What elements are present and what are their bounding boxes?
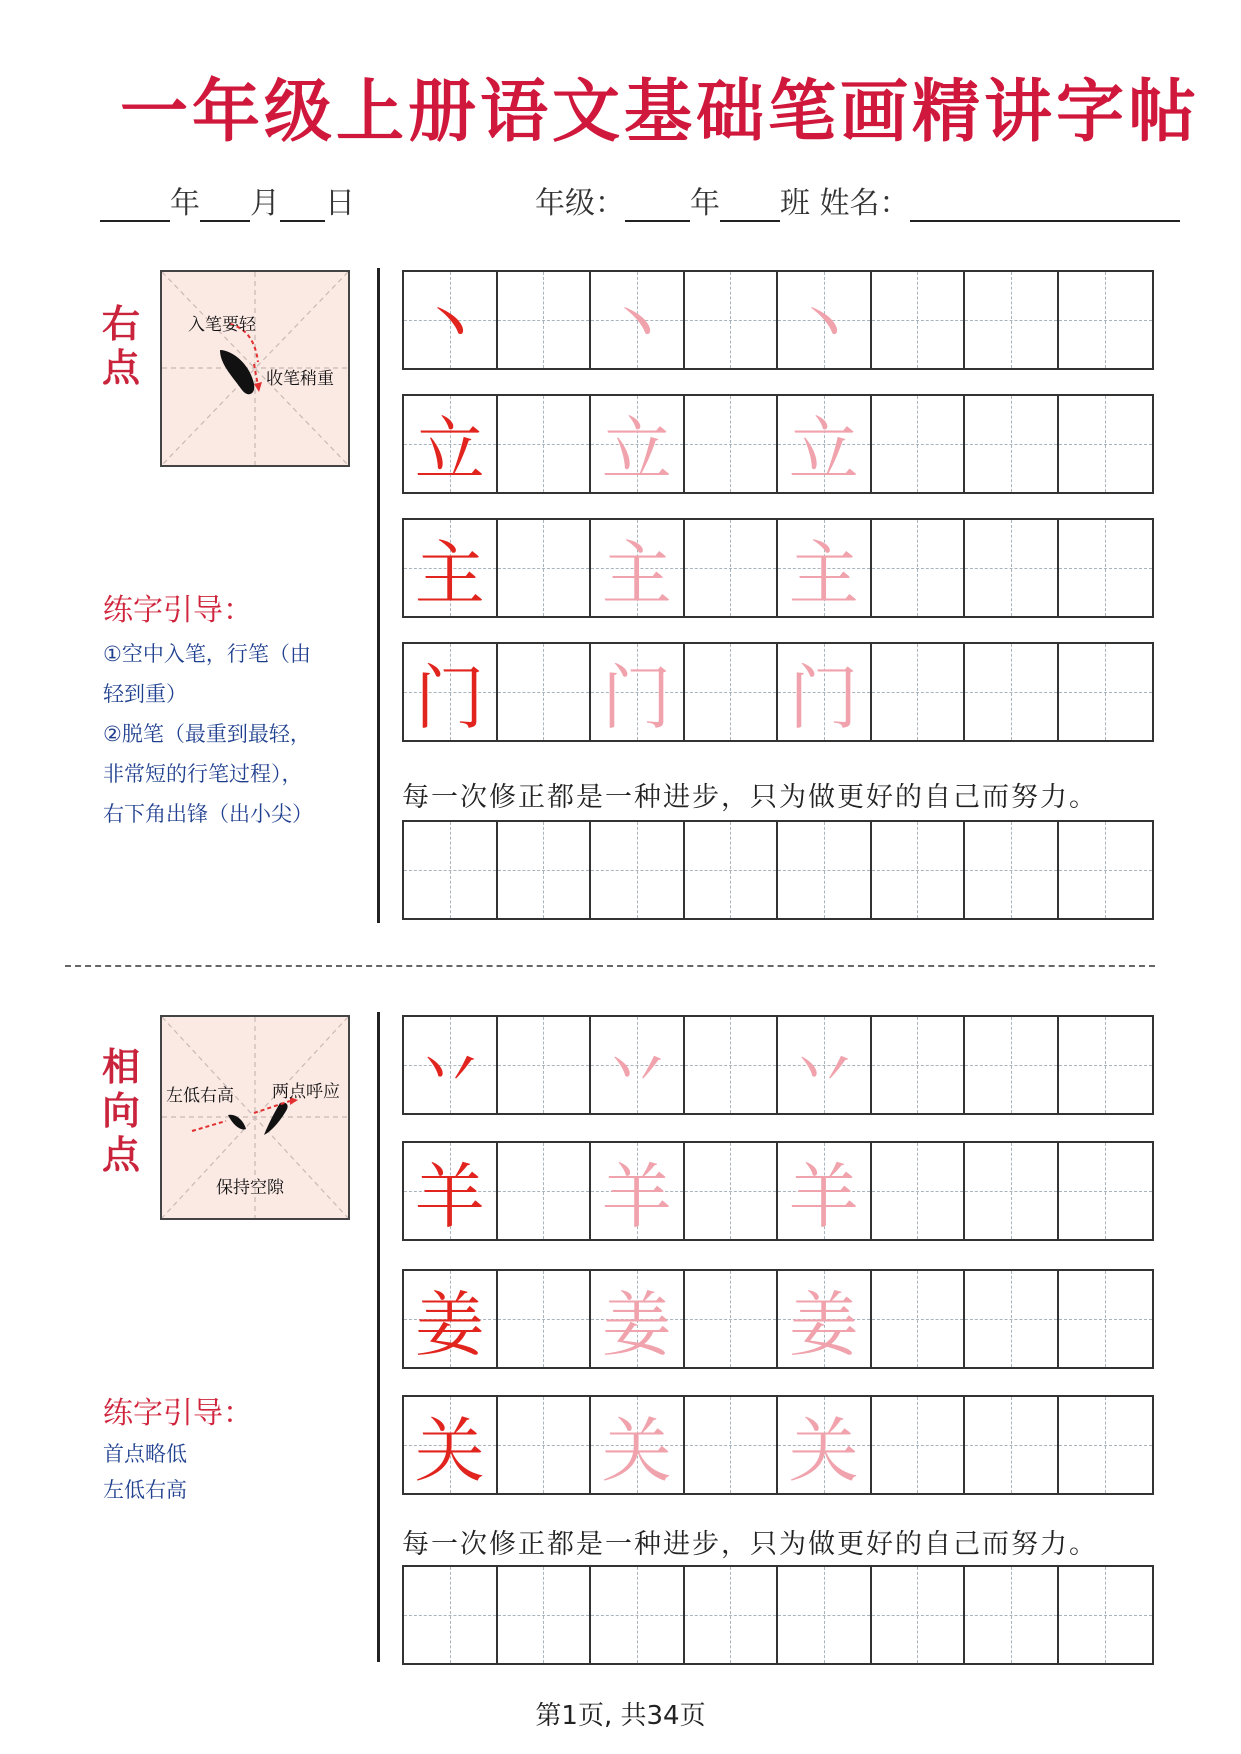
page-number: 第1页, 共34页 <box>535 1701 706 1731</box>
trace-character: 主 <box>788 532 859 615</box>
guide-line: 左低右高 <box>103 1478 187 1502</box>
section-separator <box>65 965 1155 967</box>
practice-cell[interactable] <box>872 1271 966 1367</box>
practice-cell[interactable] <box>498 1143 592 1239</box>
practice-cell[interactable] <box>1059 1271 1153 1367</box>
section-divider-line <box>377 1012 380 1662</box>
practice-cell[interactable] <box>778 822 872 918</box>
practice-cell[interactable] <box>404 1271 498 1367</box>
practice-row <box>402 1269 1154 1369</box>
trace-character: 羊 <box>601 1155 672 1238</box>
guide-line: 非常短的行笔过程）， <box>103 762 303 786</box>
stroke-demo-box <box>160 270 350 467</box>
practice-cell[interactable] <box>591 1397 685 1493</box>
practice-row <box>402 270 1154 370</box>
model-character: 门 <box>414 656 485 739</box>
practice-cell[interactable] <box>965 822 1059 918</box>
demo-note: 收笔稍重 <box>266 369 334 389</box>
name-label: 姓名： <box>819 186 910 221</box>
trace-character: 姜 <box>601 1283 672 1366</box>
trace-character: 关 <box>788 1409 859 1492</box>
practice-cell[interactable] <box>591 520 685 616</box>
practice-cell[interactable] <box>778 520 872 616</box>
practice-cell[interactable] <box>498 644 592 740</box>
practice-cell[interactable] <box>965 272 1059 368</box>
practice-cell[interactable] <box>685 644 779 740</box>
practice-cell[interactable] <box>591 1567 685 1663</box>
practice-cell[interactable] <box>1059 822 1153 918</box>
demo-note: 保持空隙 <box>216 1178 284 1198</box>
practice-cell[interactable] <box>1059 272 1153 368</box>
practice-cell[interactable] <box>685 1017 779 1113</box>
page-title: 一年级上册语文基础笔画精讲字帖 <box>120 73 1201 152</box>
stroke-name: 右点 <box>101 302 140 390</box>
practice-cell[interactable] <box>1059 644 1153 740</box>
practice-cell[interactable] <box>498 1567 592 1663</box>
model-character: 姜 <box>414 1283 485 1366</box>
practice-cell[interactable] <box>965 1567 1059 1663</box>
month-blank[interactable] <box>200 190 250 222</box>
practice-cell[interactable] <box>778 1143 872 1239</box>
practice-cell[interactable] <box>1059 1567 1153 1663</box>
practice-cell[interactable] <box>591 396 685 492</box>
year-label: 年 <box>170 186 200 221</box>
guide-title: 练字引导： <box>103 593 253 628</box>
day-label: 日 <box>325 186 355 221</box>
practice-cell[interactable] <box>872 520 966 616</box>
practice-row <box>402 1141 1154 1241</box>
practice-cell[interactable] <box>685 1397 779 1493</box>
section-divider-line <box>377 268 380 923</box>
practice-cell[interactable] <box>498 1017 592 1113</box>
day-blank[interactable] <box>280 190 325 222</box>
practice-cell[interactable] <box>404 520 498 616</box>
practice-cell[interactable] <box>872 1143 966 1239</box>
practice-cell[interactable] <box>778 272 872 368</box>
practice-cell[interactable] <box>404 272 498 368</box>
grade-label: 年级： <box>535 186 625 221</box>
stroke-demo-box <box>160 1015 350 1220</box>
demo-note: 入笔要轻 <box>188 315 256 335</box>
guide-line: ②脱笔（最重到最轻， <box>103 722 311 746</box>
practice-cell[interactable] <box>498 396 592 492</box>
trace-character: 丷 <box>788 1029 859 1112</box>
practice-cell[interactable] <box>404 1397 498 1493</box>
practice-cell[interactable] <box>778 1397 872 1493</box>
practice-cell[interactable] <box>872 822 966 918</box>
practice-cell[interactable] <box>872 1397 966 1493</box>
trace-character: 门 <box>601 656 672 739</box>
practice-cell[interactable] <box>404 1143 498 1239</box>
year-blank[interactable] <box>100 190 170 222</box>
practice-cell[interactable] <box>778 1567 872 1663</box>
model-character: 关 <box>414 1409 485 1492</box>
free-practice-row <box>402 1565 1154 1665</box>
grade-blank[interactable] <box>625 190 690 222</box>
month-label: 月 <box>250 186 280 221</box>
practice-cell[interactable] <box>404 1567 498 1663</box>
practice-cell[interactable] <box>498 1271 592 1367</box>
practice-cell[interactable] <box>1059 396 1153 492</box>
practice-cell[interactable] <box>685 1567 779 1663</box>
practice-cell[interactable] <box>498 520 592 616</box>
practice-cell[interactable] <box>685 822 779 918</box>
practice-cell[interactable] <box>685 396 779 492</box>
practice-cell[interactable] <box>685 1143 779 1239</box>
class-name-field <box>535 178 1180 222</box>
practice-cell[interactable] <box>872 1017 966 1113</box>
trace-character: 门 <box>788 656 859 739</box>
guide-title: 练字引导： <box>103 1396 253 1431</box>
practice-row <box>402 1395 1154 1495</box>
trace-character: 羊 <box>788 1155 859 1238</box>
practice-row <box>402 394 1154 494</box>
practice-cell[interactable] <box>1059 520 1153 616</box>
practice-cell[interactable] <box>872 1567 966 1663</box>
practice-cell[interactable] <box>778 1271 872 1367</box>
trace-character: 关 <box>601 1409 672 1492</box>
stroke-name: 相向点 <box>101 1045 140 1177</box>
practice-cell[interactable] <box>1059 1017 1153 1113</box>
practice-cell[interactable] <box>685 520 779 616</box>
practice-cell[interactable] <box>965 1143 1059 1239</box>
class-blank[interactable] <box>720 190 780 222</box>
practice-cell[interactable] <box>591 822 685 918</box>
motto-text: 每一次修正都是一种进步，只为做更好的自己而努力。 <box>402 782 1098 813</box>
practice-cell[interactable] <box>965 1397 1059 1493</box>
model-character: 立 <box>414 408 485 491</box>
trace-character: 立 <box>788 408 859 491</box>
motto-text: 每一次修正都是一种进步，只为做更好的自己而努力。 <box>402 1529 1098 1560</box>
practice-cell[interactable] <box>591 644 685 740</box>
practice-cell[interactable] <box>1059 1397 1153 1493</box>
practice-row <box>402 518 1154 618</box>
practice-cell[interactable] <box>778 644 872 740</box>
practice-cell[interactable] <box>965 1017 1059 1113</box>
practice-cell[interactable] <box>778 1017 872 1113</box>
practice-cell[interactable] <box>591 1017 685 1113</box>
trace-character: 丶 <box>601 284 672 367</box>
practice-cell[interactable] <box>872 644 966 740</box>
practice-cell[interactable] <box>685 272 779 368</box>
practice-cell[interactable] <box>404 1017 498 1113</box>
practice-cell[interactable] <box>404 644 498 740</box>
demo-note: 左低右高 <box>166 1086 234 1106</box>
guide-line: 轻到重） <box>103 682 187 706</box>
guide-line: 右下角出锋（出小尖） <box>103 802 313 826</box>
practice-cell[interactable] <box>965 396 1059 492</box>
model-character: 羊 <box>414 1155 485 1238</box>
grade-year-label: 年 <box>690 186 720 221</box>
practice-cell[interactable] <box>404 396 498 492</box>
trace-character: 主 <box>601 532 672 615</box>
practice-cell[interactable] <box>872 272 966 368</box>
trace-character: 丷 <box>601 1029 672 1112</box>
practice-cell[interactable] <box>404 822 498 918</box>
demo-note: 两点呼应 <box>272 1082 340 1102</box>
practice-cell[interactable] <box>591 1271 685 1367</box>
model-character: 丶 <box>414 284 485 367</box>
practice-cell[interactable] <box>591 272 685 368</box>
class-label: 班 <box>780 186 810 221</box>
model-character: 丷 <box>414 1029 485 1112</box>
trace-character: 立 <box>601 408 672 491</box>
date-field <box>100 178 355 222</box>
practice-cell[interactable] <box>498 1397 592 1493</box>
practice-row <box>402 642 1154 742</box>
practice-cell[interactable] <box>778 396 872 492</box>
practice-cell[interactable] <box>872 396 966 492</box>
free-practice-row <box>402 820 1154 920</box>
practice-cell[interactable] <box>685 1271 779 1367</box>
trace-character: 丶 <box>788 284 859 367</box>
model-character: 主 <box>414 532 485 615</box>
trace-character: 姜 <box>788 1283 859 1366</box>
guide-line: 首点略低 <box>103 1442 187 1466</box>
practice-cell[interactable] <box>1059 1143 1153 1239</box>
practice-cell[interactable] <box>591 1143 685 1239</box>
practice-cell[interactable] <box>498 272 592 368</box>
practice-row <box>402 1015 1154 1115</box>
practice-cell[interactable] <box>965 1271 1059 1367</box>
guide-line: ①空中入笔，行笔（由 <box>103 642 311 666</box>
practice-cell[interactable] <box>965 644 1059 740</box>
name-blank[interactable] <box>910 190 1180 222</box>
practice-cell[interactable] <box>498 822 592 918</box>
practice-cell[interactable] <box>965 520 1059 616</box>
